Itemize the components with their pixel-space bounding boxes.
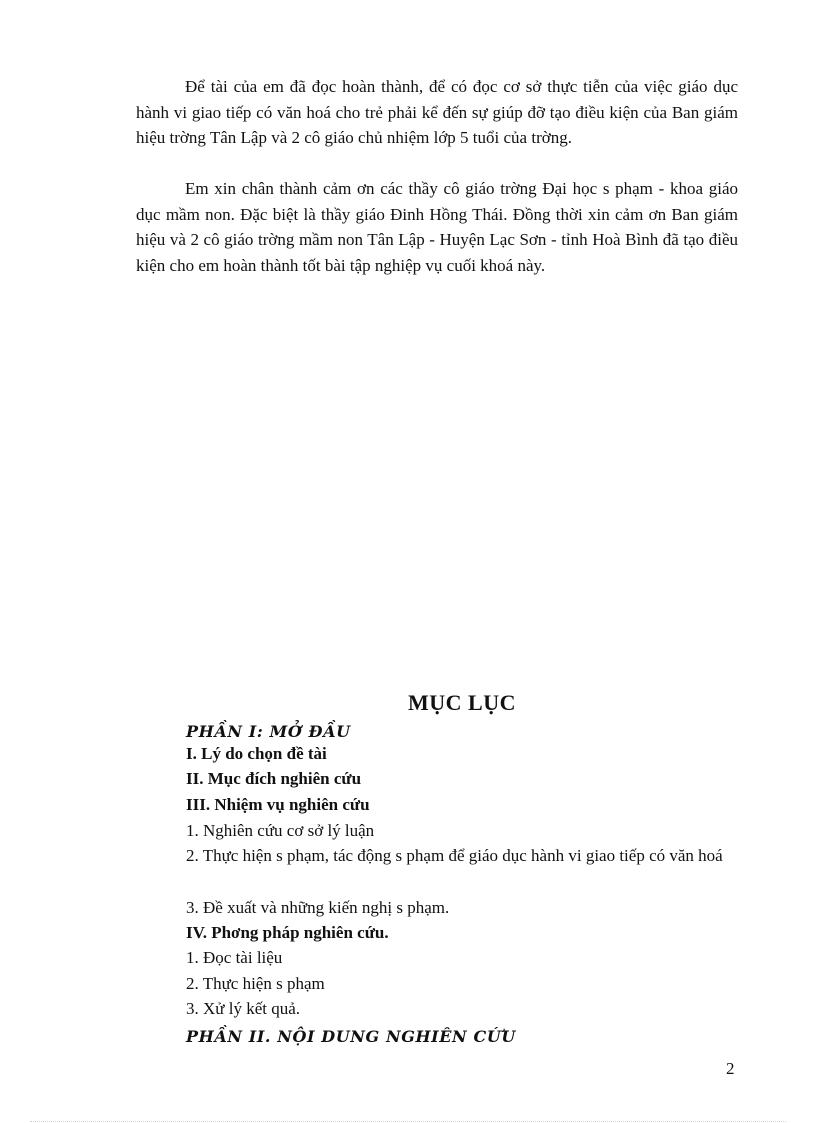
toc-title: MỤC LỤC xyxy=(408,690,516,715)
page-number: 2 xyxy=(726,1059,735,1078)
toc-part-heading: PHẦN I: MỞ ĐẦU xyxy=(186,722,351,741)
toc-item: 2. Thực hiện s phạm, tác động s phạm để giáo dục hành vi giao tiếp có văn hoá xyxy=(186,846,723,865)
toc-section-heading: II. Mục đích nghiên cứu xyxy=(186,769,362,788)
toc-item: 3. Xử lý kết quả. xyxy=(186,999,301,1018)
toc-section-heading: IV. Phơng pháp nghiên cứu. xyxy=(186,923,389,942)
toc-item: 1. Nghiên cứu cơ sở lý luận xyxy=(186,821,375,840)
toc-item: 2. Thực hiện s phạm xyxy=(186,974,325,993)
body-paragraph: Để tài của em đã đọc hoàn thành, để có đọc cơ sở thực tiễn của việc giáo dục hành vi giao tiếp có văn hoá cho trẻ phải kể đến sự giúp đỡ tạo điều kiện của Ban giám hiệu trờng Tân Lập và 2 cô giáo chủ nhiệm lớp 5 tuổi của trờng. xyxy=(136,77,738,148)
toc-item: 1. Đọc tài liệu xyxy=(186,948,283,967)
toc-part-heading: PHẦN II. NỘI DUNG NGHIÊN CỨU xyxy=(186,1027,516,1046)
toc-section-heading: I. Lý do chọn đề tài xyxy=(186,744,327,763)
body-paragraph: Em xin chân thành cảm ơn các thầy cô giáo trờng Đại học s phạm - khoa giáo dục mầm non. Đặc biệt là thầy giáo Đinh Hồng Thái. Đồng thời xin cảm ơn Ban giám hiệu và 2 cô giáo trờng mầm non Tân Lập - Huyện Lạc Sơn - tỉnh Hoà Bình đã tạo điều kiện cho em hoàn thành tốt bài tập nghiệp vụ cuối khoá này. xyxy=(136,179,738,275)
toc-item: 3. Đề xuất và những kiến nghị s phạm. xyxy=(186,898,450,917)
toc-section-heading: III. Nhiệm vụ nghiên cứu xyxy=(186,795,370,814)
page-bottom-divider xyxy=(30,1121,786,1122)
